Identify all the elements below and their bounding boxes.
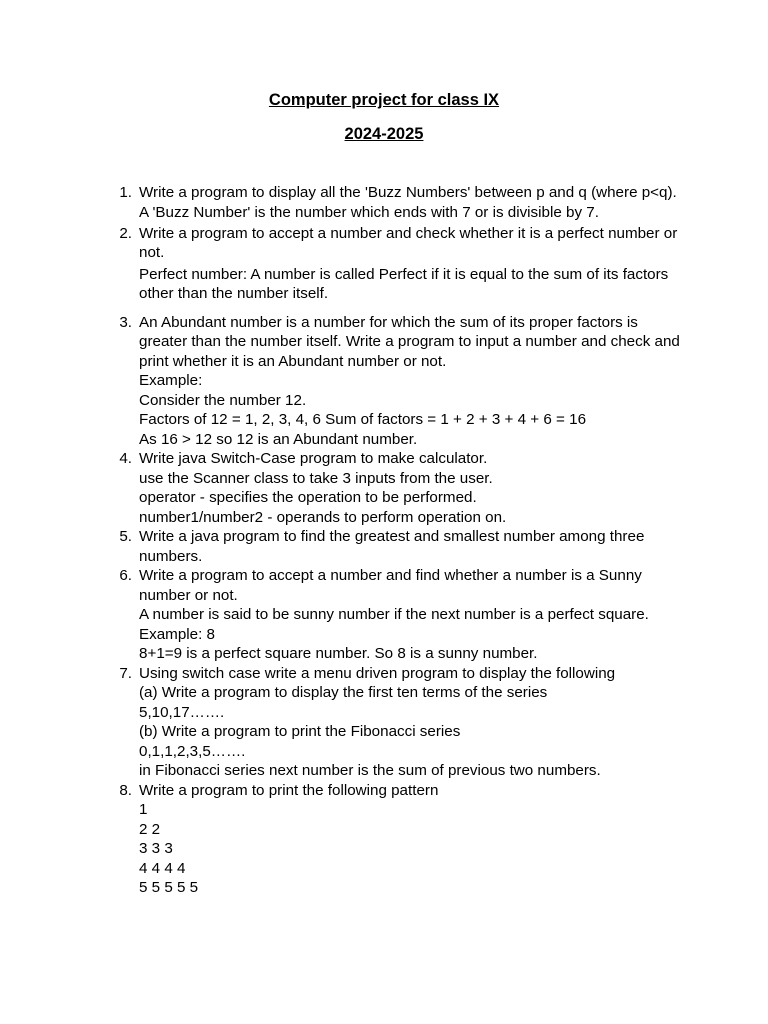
item-line: Using switch case write a menu driven program to display the following <box>139 664 616 682</box>
item-line: Example: <box>139 372 203 389</box>
item-line: Write a program to accept a number and check whether it is a perfect number or <box>139 224 678 242</box>
item-line: Example: 8 <box>139 625 215 643</box>
item-line: 5,10,17……. <box>139 703 225 721</box>
item-line: A 'Buzz Number' is the number which ends with 7 or is divisible by 7. <box>139 203 599 221</box>
item-line: Write a program to display all the 'Buzz Numbers' between p and q (where p<q). <box>139 184 677 201</box>
list-item-1 <box>112 183 682 222</box>
item-line: Factors of 12 = 1, 2, 3, 4, 6 Sum of factors = 1 + 2 + 3 + 4 + 6 = 16 <box>139 411 587 428</box>
item-line: Write a program to accept a number and find whether a number is a Sunny <box>139 567 642 584</box>
list-item-4 <box>112 449 682 527</box>
item-line: numbers. <box>139 547 203 565</box>
item-line: Perfect number: A number is called Perfect if it is equal to the sum of its factors <box>139 265 669 283</box>
item-line: Write a program to print the following pattern <box>139 781 439 799</box>
list-item-3 <box>112 313 682 450</box>
item-number: 4. <box>119 450 132 467</box>
item-line: (a) Write a program to display the first ten terms of the series <box>139 684 548 701</box>
item-line: operator - specifies the operation to be performed. <box>139 489 477 506</box>
pattern-line: 3 3 3 <box>139 840 173 857</box>
item-line: 8+1=9 is a perfect square number. So 8 is a sunny number. <box>139 645 538 662</box>
document-title: Computer project for class IX <box>268 91 500 109</box>
pattern-line: 1 <box>139 801 148 818</box>
item-line: A number is said to be sunny number if the next number is a perfect square. <box>139 606 649 623</box>
item-line: 0,1,1,2,3,5……. <box>139 742 246 760</box>
item-line: number1/number2 - operands to perform operation on. <box>139 508 507 526</box>
pattern-line: 5 5 5 5 5 <box>139 879 199 896</box>
item-number: 8. <box>119 781 132 799</box>
item-line: (b) Write a program to print the Fibonacci series <box>139 723 461 740</box>
list-item-6 <box>112 566 682 664</box>
item-line: number or not. <box>139 586 238 604</box>
item-line: An Abundant number is a number for which the sum of its proper factors is <box>139 313 638 331</box>
item-line: greater than the number itself. Write a program to input a number and check and <box>139 333 680 350</box>
item-line: not. <box>139 244 165 261</box>
pattern-line: 4 4 4 4 <box>139 859 186 877</box>
item-line: Write java Switch-Case program to make calculator. <box>139 450 488 467</box>
item-line: other than the number itself. <box>139 285 329 302</box>
pattern-line: 2 2 <box>139 820 161 838</box>
item-line: use the Scanner class to take 3 inputs from the user. <box>139 469 493 487</box>
question-list <box>112 183 682 898</box>
item-number: 3. <box>119 313 132 331</box>
item-number: 7. <box>119 664 132 682</box>
item-line: Write a java program to find the greatest and smallest number among three <box>139 528 645 545</box>
item-number: 2. <box>119 224 132 242</box>
list-item-5 <box>112 527 682 566</box>
item-number: 5. <box>119 528 132 545</box>
list-item-8 <box>112 781 682 898</box>
item-number: 1. <box>119 184 132 201</box>
item-line: print whether it is an Abundant number or not. <box>139 352 447 370</box>
item-line: As 16 > 12 so 12 is an Abundant number. <box>139 430 418 448</box>
document-year: 2024-2025 <box>344 125 424 143</box>
item-line: Consider the number 12. <box>139 391 307 409</box>
item-number: 6. <box>119 567 132 584</box>
list-item-7 <box>112 664 682 781</box>
list-item-2 <box>112 224 682 304</box>
item-line: in Fibonacci series next number is the sum of previous two numbers. <box>139 762 601 779</box>
